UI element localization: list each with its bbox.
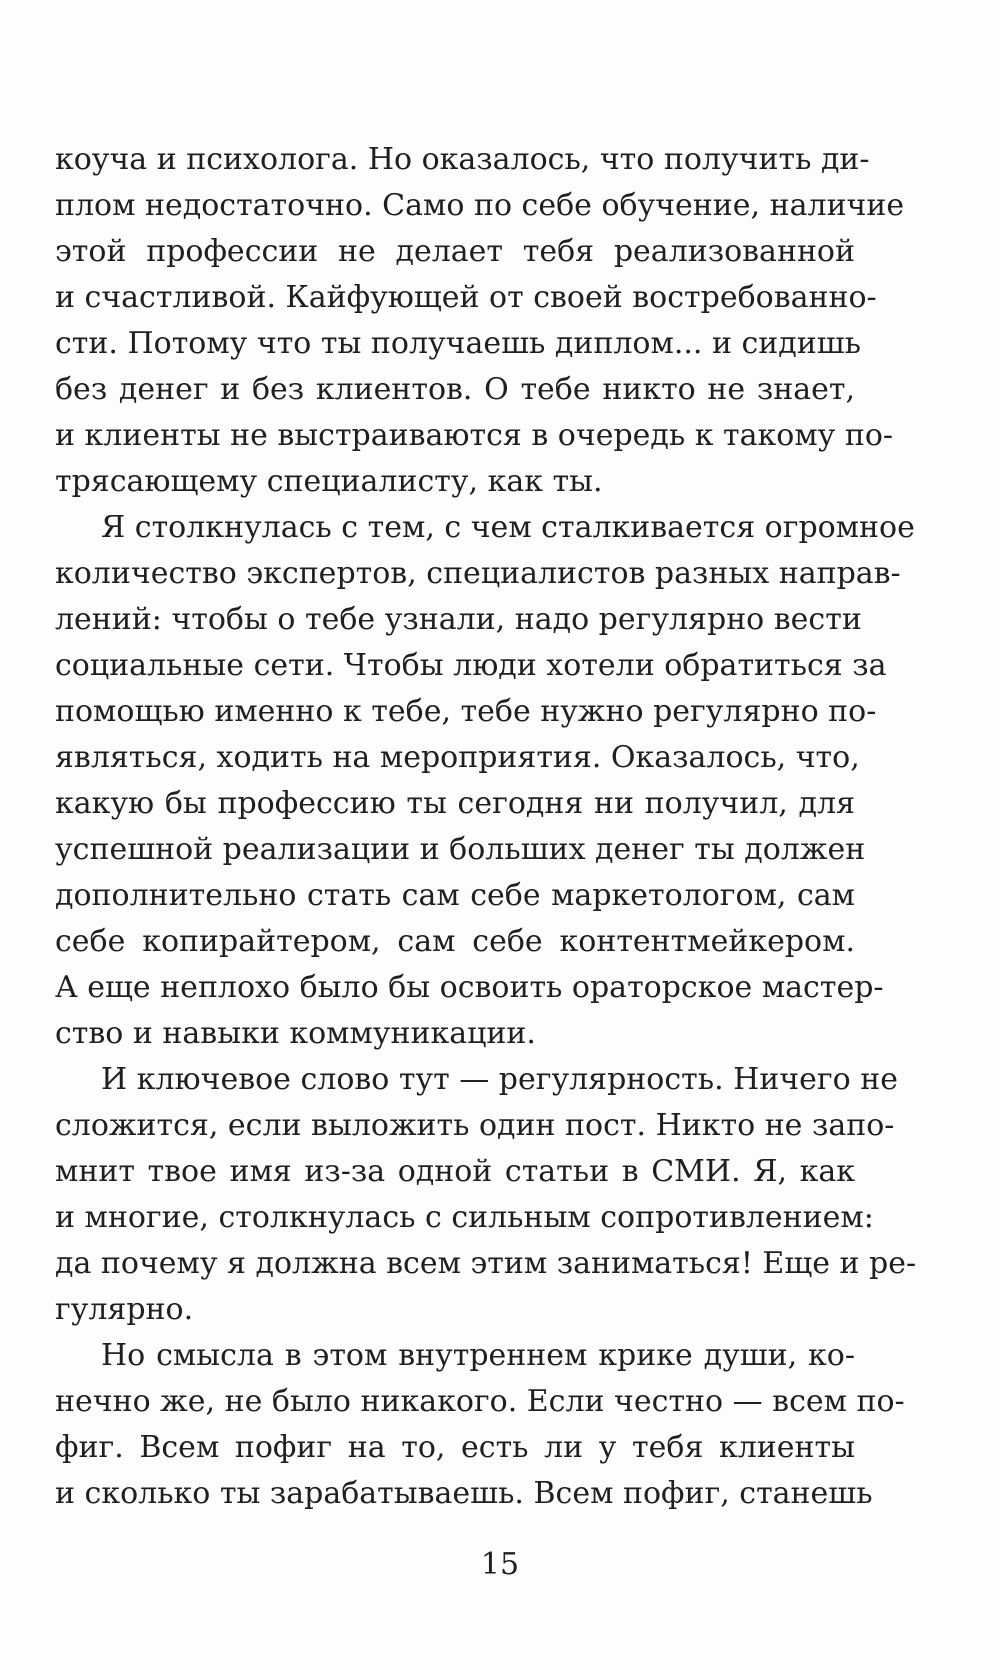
text-line: плом недостаточно. Само по себе обучение, наличие <box>55 188 905 223</box>
text-line: трясающему специалисту, как ты. <box>55 464 603 499</box>
text-line: мнит твое имя из-за одной статьи в СМИ. Я, как <box>55 1154 855 1189</box>
text-line: Я столкнулась с тем, с чем сталкивается огромное <box>101 510 915 545</box>
text-line: да почему я должна всем этим заниматься! Еще и ре- <box>55 1246 917 1281</box>
page-number: 15 <box>480 1547 520 1582</box>
body-text <box>55 137 917 1517</box>
text-line: и многие, столкнулась с сильным сопротивлением: <box>55 1200 874 1235</box>
text-line: и сколько ты зарабатываешь. Всем пофиг, станешь <box>55 1476 873 1511</box>
text-line: коуча и психолога. Но оказалось, что получить ди- <box>55 142 870 177</box>
text-line: гулярно. <box>55 1292 194 1327</box>
text-line: лений: чтобы о тебе узнали, надо регулярно вести <box>55 602 862 637</box>
text-line: дополнительно стать сам себе маркетологом, сам <box>55 878 855 913</box>
text-line: социальные сети. Чтобы люди хотели обратиться за <box>55 648 887 683</box>
text-line: сти. Потому что ты получаешь диплом... и сидишь <box>55 326 861 361</box>
text-line: успешной реализации и больших денег ты должен <box>55 832 866 867</box>
text-line: и счастливой. Кайфующей от своей востребованно- <box>55 280 877 315</box>
text-line: помощью именно к тебе, тебе нужно регулярно по- <box>55 694 877 729</box>
text-line: сложится, если выложить один пост. Никто не запо- <box>55 1108 895 1143</box>
text-line: количество экспертов, специалистов разных направ- <box>55 556 901 591</box>
text-line: ство и навыки коммуникации. <box>55 1016 536 1051</box>
text-line: А еще неплохо было бы освоить ораторское мастер- <box>55 970 884 1005</box>
text-line: Но смысла в этом внутреннем крике души, ко- <box>101 1338 855 1373</box>
text-line: И ключевое слово тут — регулярность. Ничего не <box>101 1062 898 1097</box>
paragraph-2 <box>55 505 915 1057</box>
text-line: без денег и без клиентов. О тебе никто не знает, <box>55 372 855 407</box>
text-line: и клиенты не выстраиваются в очередь к такому по- <box>55 418 894 453</box>
text-line: являться, ходить на мероприятия. Оказалось, что, <box>55 740 860 775</box>
paragraph-1 <box>55 137 905 505</box>
paragraph-3 <box>55 1057 917 1333</box>
paragraph-4 <box>55 1333 905 1517</box>
text-line: себе копирайтером, сам себе контентмейкером. <box>55 924 855 959</box>
text-line: этой профессии не делает тебя реализованной <box>55 234 855 269</box>
text-line: нечно же, не было никакого. Если честно — всем по- <box>55 1384 905 1419</box>
text-line: фиг. Всем пофиг на то, есть ли у тебя клиенты <box>55 1430 855 1465</box>
text-line: какую бы профессию ты сегодня ни получил, для <box>55 786 855 821</box>
